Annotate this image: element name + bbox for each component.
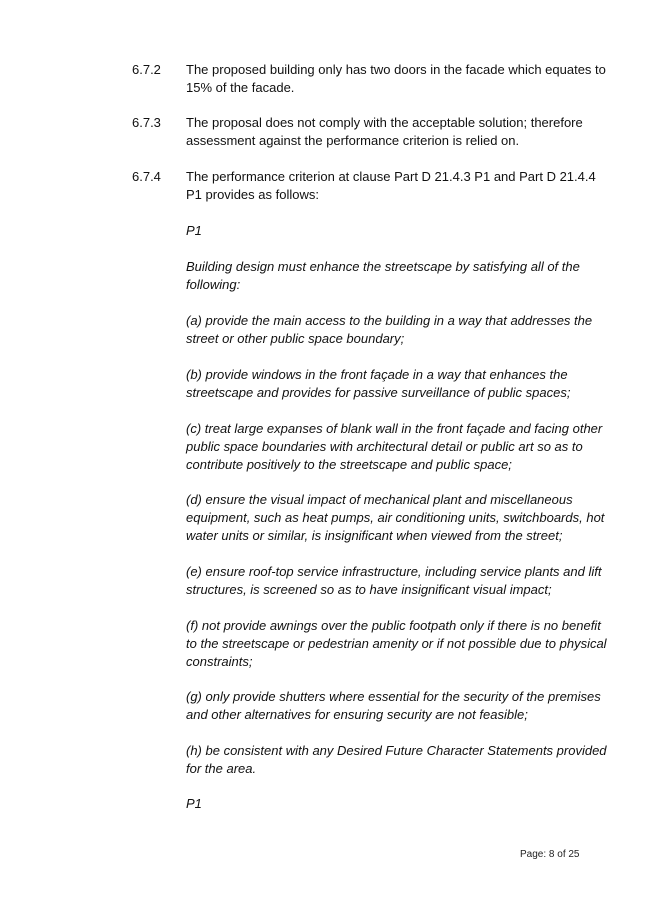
criterion-heading: P1	[186, 223, 202, 238]
criterion-item-h: (h) be consistent with any Desired Future Character Statements provided for the area.	[186, 743, 607, 776]
criterion-item-a: (a) provide the main access to the building in a way that addresses the street or other public space boundary;	[186, 313, 593, 346]
criterion-trailing-heading: P1	[186, 796, 202, 811]
criterion-item-g: (g) only provide shutters where essential for the security of the premises and other alternatives for ensuring security are not feasible;	[186, 689, 601, 722]
clause-number: 6.7.3	[132, 115, 161, 130]
clause-text: The proposed building only has two doors in the facade which equates to 15% of the facade.	[186, 62, 606, 95]
clause-text: The proposal does not comply with the acceptable solution; therefore assessment against the performance criterion is relied on.	[186, 115, 583, 148]
criterion-item-d: (d) ensure the visual impact of mechanical plant and miscellaneous equipment, such as heat pumps, air conditioning units, switchboards, hot water units or similar, is insignificant when viewed from the street;	[186, 492, 605, 543]
page-number: Page: 8 of 25	[520, 849, 580, 860]
clause-number: 6.7.2	[132, 62, 161, 77]
clause-number: 6.7.4	[132, 169, 161, 184]
criterion-item-b: (b) provide windows in the front façade in a way that enhances the streetscape and provides for passive surveillance of public spaces;	[186, 367, 571, 400]
criterion-item-c: (c) treat large expanses of blank wall in the front façade and facing other public space boundaries with architectural detail or public art so as to contribute positively to the streetscape and public space;	[186, 421, 603, 472]
clause-text: The performance criterion at clause Part D 21.4.3 P1 and Part D 21.4.4 P1 provides as follows:	[186, 169, 596, 202]
criterion-intro: Building design must enhance the streetscape by satisfying all of the following:	[186, 259, 580, 292]
criterion-item-f: (f) not provide awnings over the public footpath only if there is no benefit to the streetscape or pedestrian amenity or if not possible due to physical constraints;	[186, 618, 607, 669]
criterion-item-e: (e) ensure roof-top service infrastructure, including service plants and lift structures, is screened so as to have insignificant visual impact;	[186, 564, 602, 597]
